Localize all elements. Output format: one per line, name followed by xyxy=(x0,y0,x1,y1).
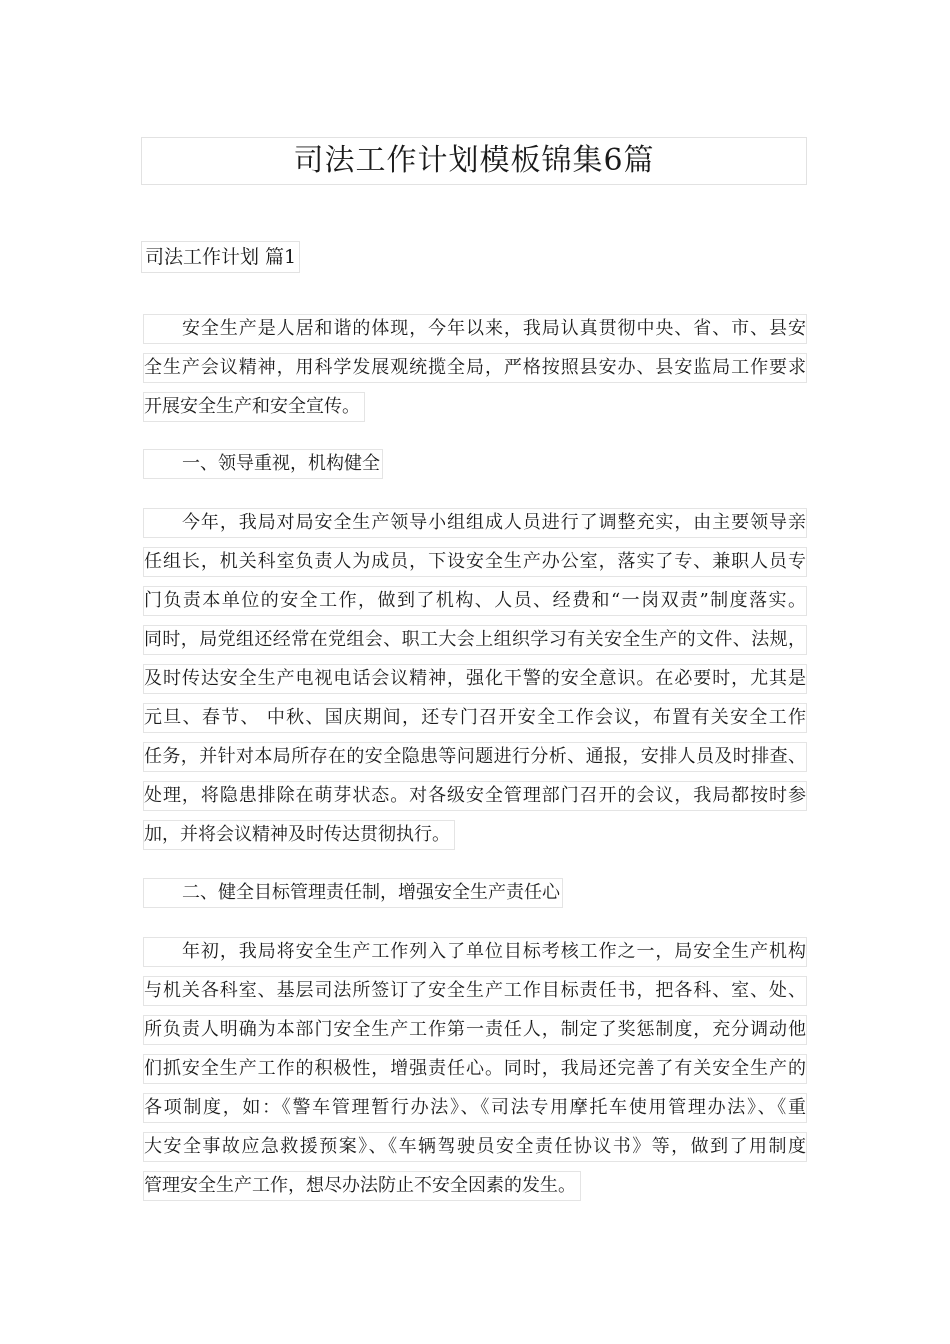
para-1-line-6: 元旦、春节、 中秋、国庆期间，还专门召开安全工作会议，布置有关安全工作 xyxy=(143,703,807,733)
heading-2: 二、健全目标管理责任制，增强安全生产责任心 xyxy=(143,878,563,908)
para-1-line-1: 今年，我局对局安全生产领导小组组成人员进行了调整充实，由主要领导亲 xyxy=(143,508,807,538)
para-1-line-5: 及时传达安全生产电视电话会议精神，强化干警的安全意识。在必要时，尤其是 xyxy=(143,664,807,694)
para-1-line-3: 门负责本单位的安全工作，做到了机构、人员、经费和“一岗双责”制度落实。 xyxy=(143,586,807,616)
para-2-line-5: 各项制度，如：《警车管理暂行办法》、《司法专用摩托车使用管理办法》、《重 xyxy=(143,1093,807,1123)
para-2-line-1: 年初，我局将安全生产工作列入了单位目标考核工作之一，局安全生产机构 xyxy=(143,937,807,967)
para-2-line-4: 们抓安全生产工作的积极性，增强责任心。同时，我局还完善了有关安全生产的 xyxy=(143,1054,807,1084)
document-title: 司法工作计划模板锦集6篇 xyxy=(141,137,807,185)
heading-1: 一、领导重视，机构健全 xyxy=(143,449,383,479)
intro-line-1: 安全生产是人居和谐的体现，今年以来，我局认真贯彻中央、省、市、县安 xyxy=(143,314,807,344)
para-2-line-7: 管理安全生产工作，想尽办法防止不安全因素的发生。 xyxy=(143,1171,581,1201)
para-1-line-4: 同时，局党组还经常在党组会、职工大会上组织学习有关安全生产的文件、法规， xyxy=(143,625,807,655)
para-2-line-2: 与机关各科室、基层司法所签订了安全生产工作目标责任书，把各科、室、处、 xyxy=(143,976,807,1006)
intro-line-2: 全生产会议精神，用科学发展观统揽全局，严格按照县安办、县安监局工作要求 xyxy=(143,353,807,383)
intro-line-3: 开展安全生产和安全宣传。 xyxy=(143,392,365,422)
para-1-line-2: 任组长，机关科室负责人为成员，下设安全生产办公室，落实了专、兼职人员专 xyxy=(143,547,807,577)
section-title: 司法工作计划 篇1 xyxy=(141,241,300,273)
para-1-line-9: 加，并将会议精神及时传达贯彻执行。 xyxy=(143,820,455,850)
para-1-line-8: 处理，将隐患排除在萌芽状态。对各级安全管理部门召开的会议，我局都按时参 xyxy=(143,781,807,811)
para-2-line-3: 所负责人明确为本部门安全生产工作第一责任人，制定了奖惩制度，充分调动他 xyxy=(143,1015,807,1045)
para-1-line-7: 任务，并针对本局所存在的安全隐患等问题进行分析、通报，安排人员及时排查、 xyxy=(143,742,807,772)
para-2-line-6: 大安全事故应急救援预案》、《车辆驾驶员安全责任协议书》等，做到了用制度 xyxy=(143,1132,807,1162)
